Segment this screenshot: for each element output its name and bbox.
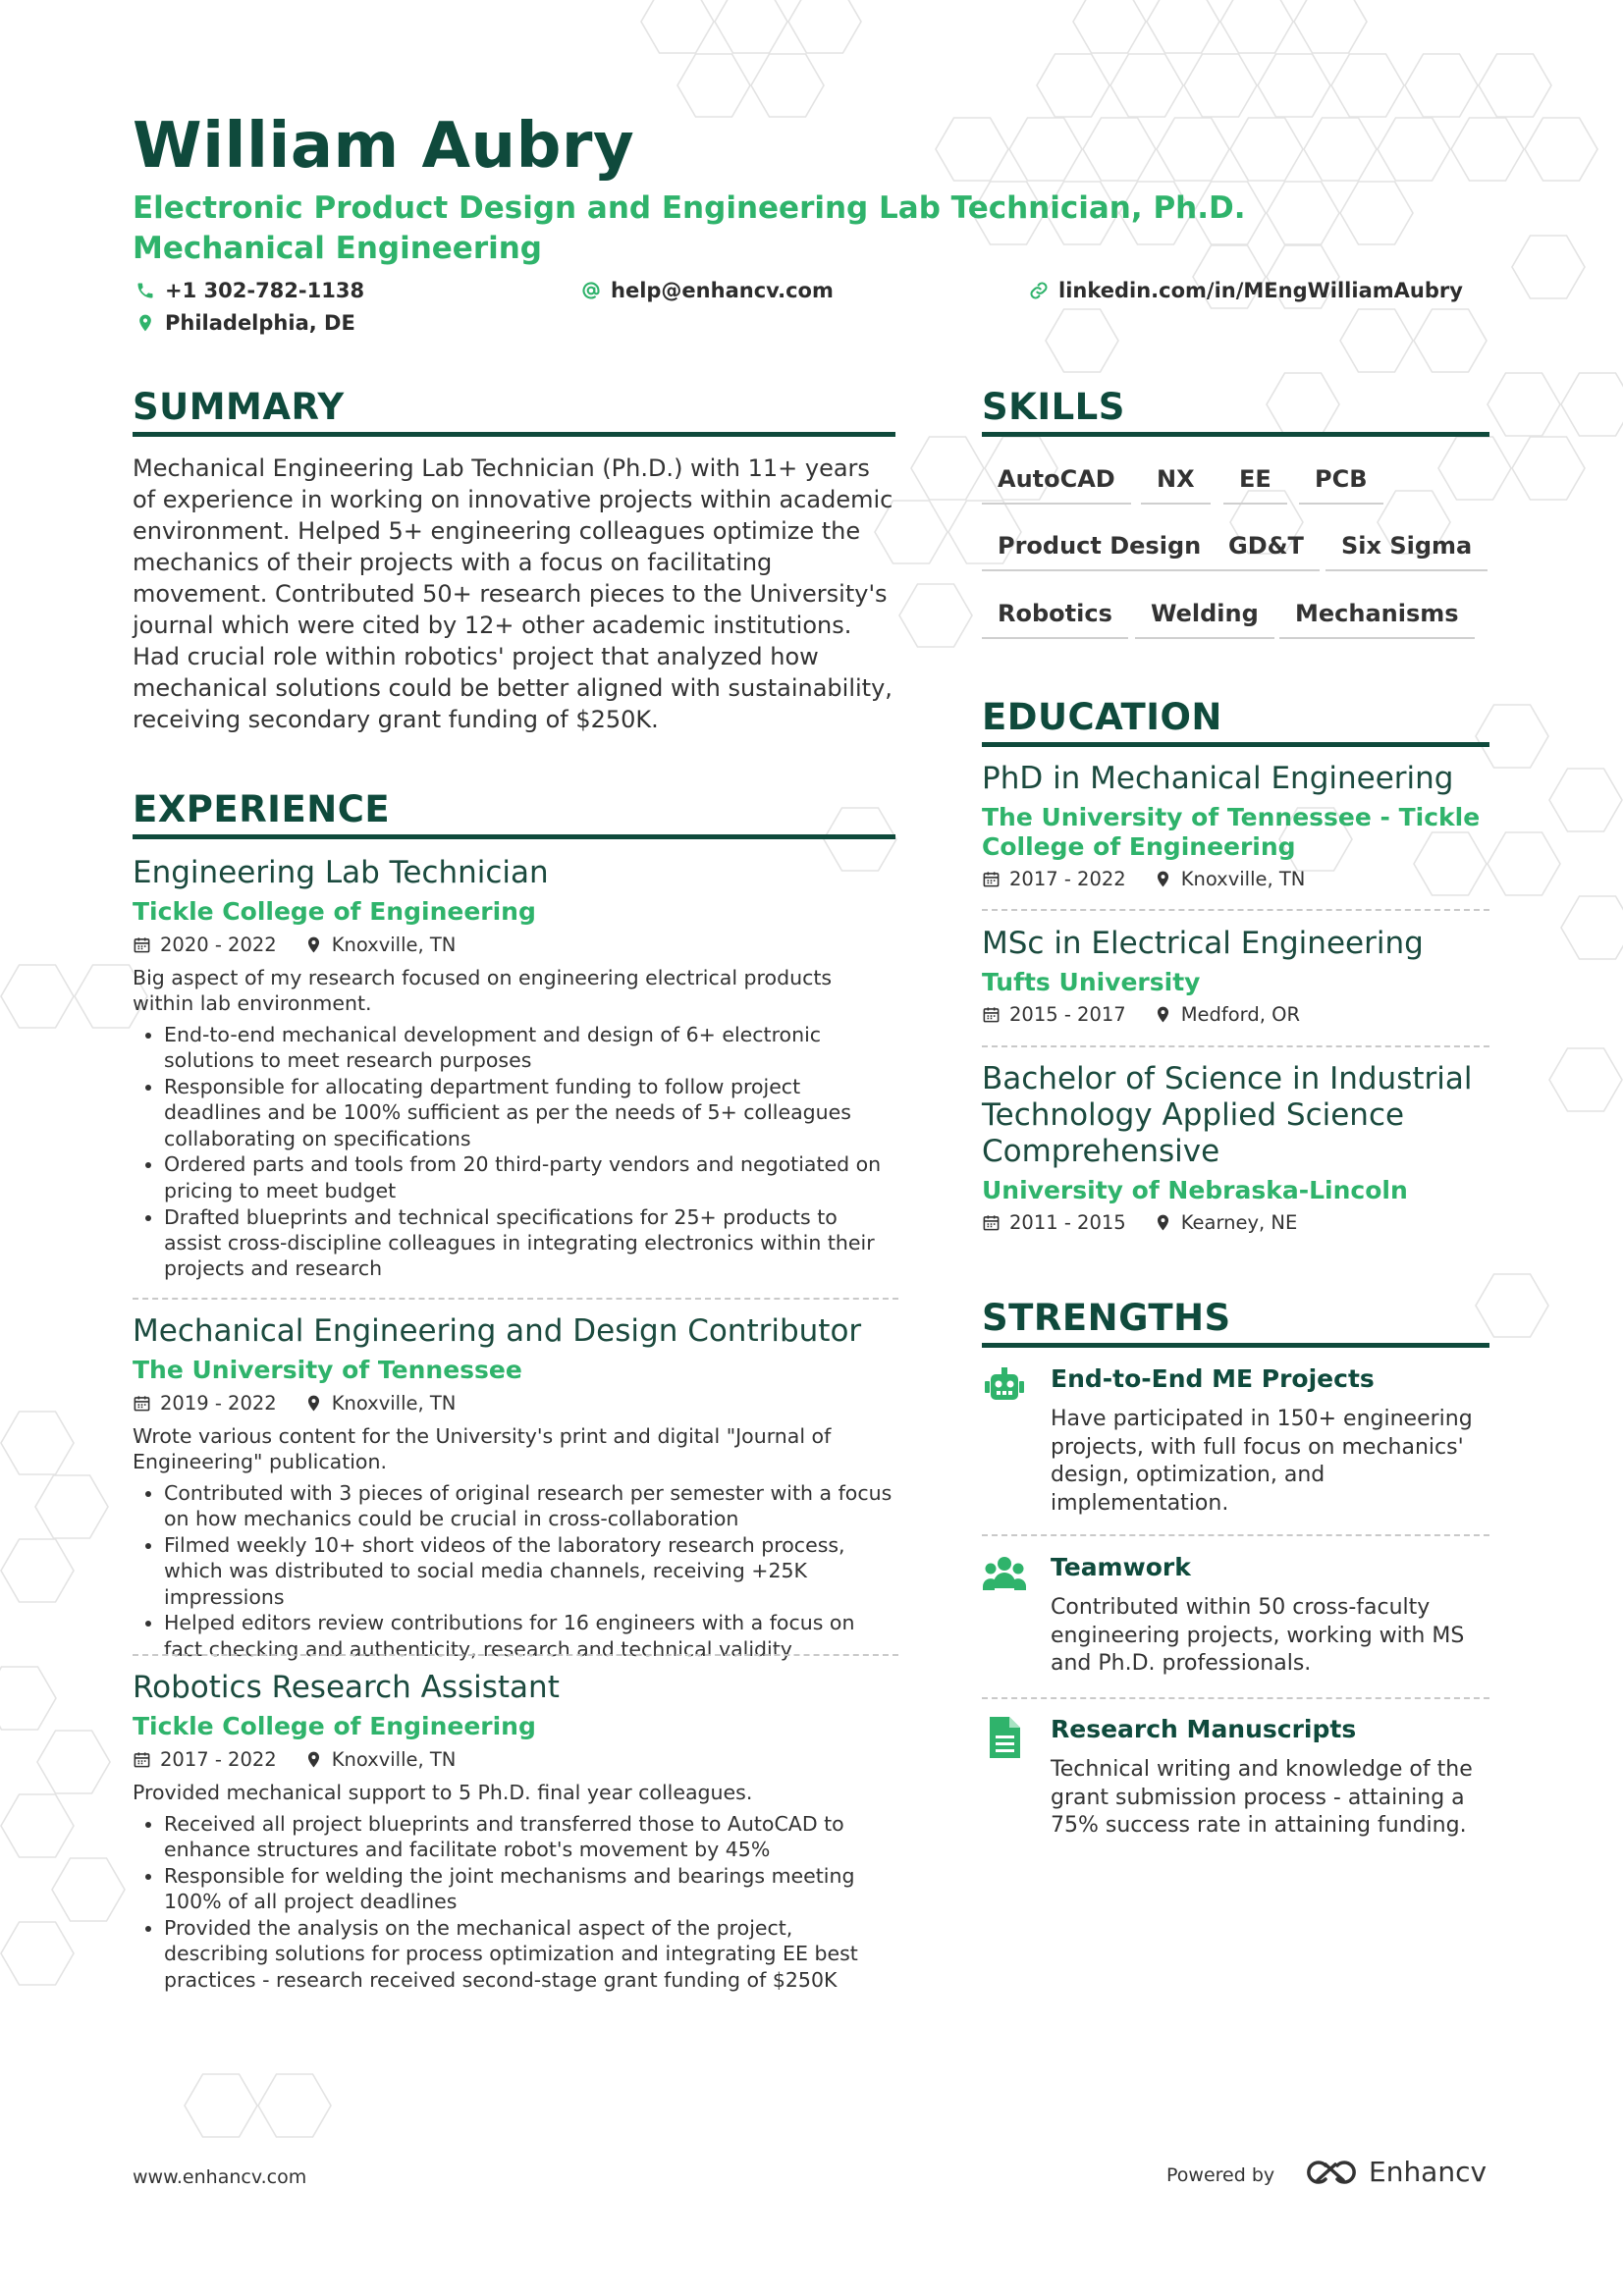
skills-divider: [982, 432, 1489, 437]
education-separator: [982, 1045, 1489, 1047]
skill-tag: PCB: [1299, 465, 1383, 505]
users-icon: [982, 1553, 1027, 1598]
education-meta: [982, 1003, 1492, 1026]
job-bullet: • Responsible for allocating department funding to follow project deadlines and be 100% sufficient as per the needs of 5+ colleagues collaborating on specifications: [164, 1074, 898, 1151]
strength-title: End-to-End ME Projects: [1051, 1364, 1375, 1393]
enhancv-logo-icon: [1304, 2158, 1359, 2187]
location-pin-icon: [1154, 1213, 1172, 1232]
location-pin-icon: [1154, 1005, 1172, 1024]
education-school: The University of Tennessee - Tickle College of Engineering: [982, 803, 1481, 861]
job-description: Big aspect of my research focused on engineering electrical products within lab environment.: [133, 966, 833, 1015]
skill-tag: Robotics: [982, 600, 1128, 639]
calendar-icon: [133, 935, 151, 954]
skill-tag: NX: [1141, 465, 1211, 505]
robot-icon: [982, 1364, 1027, 1410]
location-pin-icon: [304, 935, 323, 954]
job-meta: [133, 1748, 898, 1771]
phone-number[interactable]: +1 302-782-1138: [165, 279, 365, 302]
job-bullet: • Provided the analysis on the mechanical aspect of the project, describing solutions for process optimization and integrating EE best practices - research received second-stage grant funding of $250K: [164, 1915, 898, 1993]
footer-website[interactable]: www.enhancv.com: [133, 2166, 307, 2188]
experience-item: [133, 1312, 898, 1663]
job-bullet: • Received all project blueprints and transferred those to AutoCAD to enhance structures and facilitate robot's movement by 45%: [164, 1811, 898, 1863]
job-meta: [133, 1392, 898, 1415]
calendar-icon: [133, 1394, 151, 1413]
enhancv-logo[interactable]: [1304, 2156, 1487, 2188]
education-location: Kearney, NE: [1180, 1211, 1298, 1234]
calendar-icon: [133, 1750, 151, 1769]
education-separator: [982, 909, 1489, 911]
linkedin-link[interactable]: linkedin.com/in/MEngWilliamAubry: [1058, 279, 1463, 302]
strength-description: Technical writing and knowledge of the grant submission process - attaining a 75% success rate in attaining funding.: [1051, 1757, 1473, 1838]
job-meta: [133, 934, 898, 956]
location-pin-icon: [135, 313, 155, 333]
education-item: [982, 1061, 1492, 1234]
strength-description: Have participated in 150+ engineering projects, with full focus on mechanics' design, optimization, and implementation.: [1051, 1407, 1473, 1516]
candidate-name: William Aubry: [133, 110, 635, 183]
experience-item: [133, 1669, 898, 1994]
education-heading: EDUCATION: [982, 696, 1222, 738]
skill-tag: Six Sigma: [1325, 532, 1488, 571]
skill-tag: AutoCAD: [982, 465, 1131, 505]
job-location: Knoxville, TN: [331, 934, 457, 956]
job-dates: 2019 - 2022: [160, 1392, 277, 1415]
document-icon: [982, 1715, 1027, 1760]
education-school: Tufts University: [982, 968, 1201, 996]
education-location: Medford, OR: [1180, 1003, 1301, 1026]
location-pin-icon: [304, 1750, 323, 1769]
link-icon: [1029, 281, 1049, 300]
contact-linkedin: [1029, 279, 1463, 302]
contact-phone: [135, 279, 364, 302]
job-bullet: • End-to-end mechanical development and design of 6+ electronic solutions to meet research purposes: [164, 1022, 898, 1074]
contact-email: [581, 279, 834, 302]
job-bullet: • Ordered parts and tools from 20 third-party vendors and negotiated on pricing to meet budget: [164, 1151, 898, 1203]
strength-description: Contributed within 50 cross-faculty engineering projects, working with MS and Ph.D. professionals.: [1051, 1595, 1465, 1676]
education-location: Knoxville, TN: [1180, 868, 1306, 890]
job-location: Knoxville, TN: [331, 1392, 457, 1415]
skill-tag: GD&T: [1213, 532, 1320, 571]
education-meta: [982, 868, 1492, 890]
education-degree: PhD in Mechanical Engineering: [982, 761, 1454, 796]
skill-tag: Welding: [1135, 600, 1274, 639]
job-bullets: [133, 1022, 898, 1281]
strength-item: [982, 1364, 1492, 1522]
strength-title: Teamwork: [1051, 1553, 1191, 1581]
skill-tag: Product Design: [982, 532, 1217, 571]
job-description: Provided mechanical support to 5 Ph.D. final year colleagues.: [133, 1781, 753, 1804]
at-sign-icon: [581, 281, 601, 300]
job-bullet: • Filmed weekly 10+ short videos of the laboratory research process, which was distributed to social media channels, receiving +25K impressions: [164, 1532, 898, 1610]
location-pin-icon: [304, 1394, 323, 1413]
education-dates: 2011 - 2015: [1009, 1211, 1126, 1234]
job-bullet: • Helped editors review contributions for 16 engineers with a focus on fact checking and authenticity, research and technical validity: [164, 1610, 898, 1662]
experience-heading: EXPERIENCE: [133, 788, 391, 830]
summary-heading: SUMMARY: [133, 386, 345, 428]
location-pin-icon: [1154, 870, 1172, 888]
experience-separator: [133, 1298, 898, 1300]
education-meta: [982, 1211, 1492, 1234]
experience-separator: [133, 1654, 898, 1656]
job-description: Wrote various content for the University's print and digital "Journal of Engineering" publication.: [133, 1424, 832, 1473]
job-title: Mechanical Engineering and Design Contributor: [133, 1313, 862, 1349]
job-dates: 2017 - 2022: [160, 1748, 277, 1771]
job-location: Knoxville, TN: [331, 1748, 457, 1771]
location-text: Philadelphia, DE: [165, 311, 355, 335]
email-link[interactable]: help@enhancv.com: [611, 279, 834, 302]
strengths-separator: [982, 1697, 1489, 1699]
education-dates: 2015 - 2017: [1009, 1003, 1126, 1026]
strengths-heading: STRENGTHS: [982, 1297, 1231, 1339]
skills-heading: SKILLS: [982, 386, 1125, 428]
job-company: Tickle College of Engineering: [133, 897, 536, 926]
calendar-icon: [982, 1213, 1001, 1232]
skill-tag: EE: [1223, 465, 1287, 505]
experience-item: [133, 854, 898, 1282]
education-dates: 2017 - 2022: [1009, 868, 1126, 890]
summary-divider: [133, 432, 895, 437]
strengths-separator: [982, 1534, 1489, 1536]
job-company: Tickle College of Engineering: [133, 1712, 536, 1740]
footer-powered-by: Powered by: [1166, 2164, 1275, 2186]
job-dates: 2020 - 2022: [160, 934, 277, 956]
candidate-title: Electronic Product Design and Engineering Lab Technician, Ph.D. Mechanical Engineering: [133, 190, 1246, 266]
enhancv-logo-text: Enhancv: [1369, 2156, 1488, 2188]
phone-icon: [135, 281, 155, 300]
strengths-divider: [982, 1343, 1489, 1348]
experience-divider: [133, 834, 895, 839]
strength-item: [982, 1715, 1492, 1852]
strength-item: [982, 1553, 1492, 1676]
job-bullets: [133, 1480, 898, 1662]
job-title: Engineering Lab Technician: [133, 855, 549, 890]
education-item: [982, 926, 1492, 1026]
calendar-icon: [982, 1005, 1001, 1024]
summary-text: Mechanical Engineering Lab Technician (Ph.D.) with 11+ years of experience in working on innovative projects within academic environment. Helped 5+ engineering colleagues optimize the mechanics of their projects with a focus on facilitating movement. Contributed 50+ research pieces to the University's journal which were cited by 12+ other academic institutions. Had crucial role within robotics' project that analyzed how mechanical solutions could be better aligned with sustainability, receiving secondary grant funding of $250K.: [133, 454, 893, 733]
education-school: University of Nebraska-Lincoln: [982, 1176, 1408, 1204]
education-degree: MSc in Electrical Engineering: [982, 926, 1424, 961]
strength-title: Research Manuscripts: [1051, 1715, 1357, 1743]
calendar-icon: [982, 870, 1001, 888]
contact-location: [135, 311, 355, 335]
job-bullet: • Responsible for welding the joint mechanisms and bearings meeting 100% of all project deadlines: [164, 1863, 898, 1915]
skill-tag: Mechanisms: [1279, 600, 1475, 639]
job-bullet: • Drafted blueprints and technical specifications for 25+ products to assist cross-discipline colleagues in integrating electronics within their projects and research: [164, 1204, 898, 1282]
education-degree: Bachelor of Science in Industrial Technology Applied Science Comprehensive: [982, 1061, 1473, 1169]
job-title: Robotics Research Assistant: [133, 1670, 560, 1705]
job-bullets: [133, 1811, 898, 1993]
education-divider: [982, 742, 1489, 747]
job-company: The University of Tennessee: [133, 1356, 522, 1384]
job-bullet: • Contributed with 3 pieces of original research per semester with a focus on how mechanics could be crucial in cross-collaboration: [164, 1480, 898, 1532]
education-item: [982, 761, 1492, 890]
